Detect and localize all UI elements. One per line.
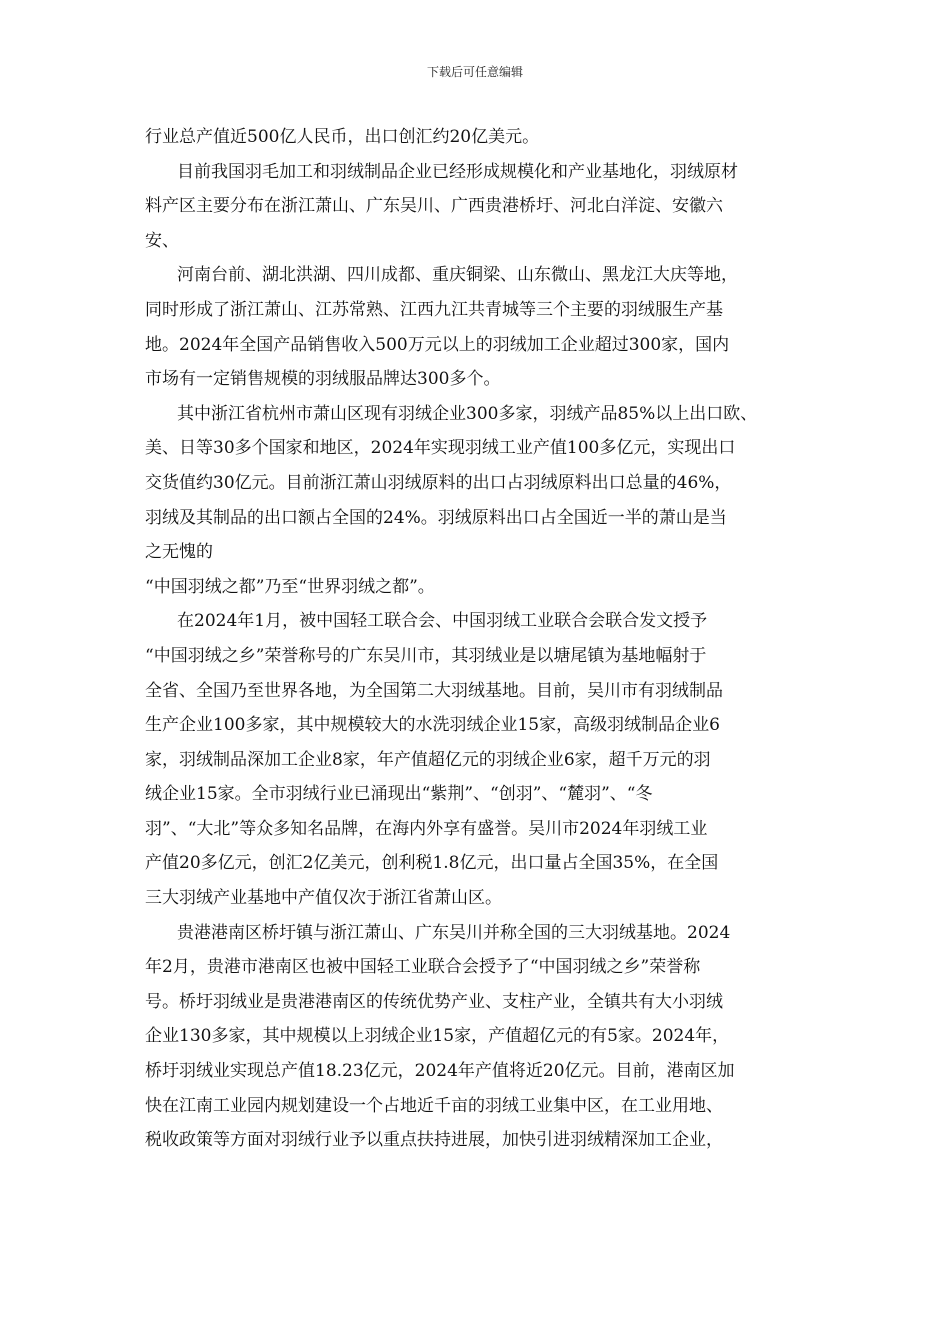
- text-line: 同时形成了浙江萧山、江苏常熟、江西九江共青城等三个主要的羽绒服生产基: [145, 299, 723, 320]
- text-line: 贵港港南区桥圩镇与浙江萧山、广东吴川并称全国的三大羽绒基地。2024: [177, 922, 731, 943]
- text-line: 产值20多亿元，创汇2亿美元，创利税1.8亿元，出口量占全国35%，在全国: [145, 853, 719, 874]
- text-line: 在2024年1月，被中国轻工联合会、中国羽绒工业联合会联合发文授予: [177, 611, 708, 632]
- text-line: 号。桥圩羽绒业是贵港港南区的传统优势产业、支柱产业，全镇共有大小羽绒: [145, 991, 723, 1012]
- page-header-note: 下载后可任意编辑: [426, 65, 523, 79]
- text-line: 地。2024年全国产品销售收入500万元以上的羽绒加工企业超过300家，国内: [145, 334, 730, 355]
- text-line: 绒企业15家。全市羽绒行业已涌现出“紫荆”、“创羽”、“麓羽”、“冬: [145, 784, 653, 805]
- text-line: 河南台前、湖北洪湖、四川成都、重庆铜梁、山东微山、黑龙江大庆等地，: [177, 265, 738, 286]
- text-line: “中国羽绒之乡”荣誉称号的广东吴川市，其羽绒业是以塘尾镇为基地幅射于: [145, 645, 707, 666]
- text-line: “中国羽绒之都”乃至“世界羽绒之都”。: [145, 576, 435, 597]
- text-line: 羽”、“大北”等众多知名品牌，在海内外享有盛誉。吴川市2024年羽绒工业: [145, 818, 708, 839]
- text-line: 税收政策等方面对羽绒行业予以重点扶持进展，加快引进羽绒精深加工企业，: [145, 1130, 723, 1151]
- text-line: 目前我国羽毛加工和羽绒制品企业已经形成规模化和产业基地化，羽绒原材: [177, 161, 738, 182]
- text-line: 其中浙江省杭州市萧山区现有羽绒企业300多家，羽绒产品85%以上出口欧、: [177, 403, 758, 424]
- text-line: 羽绒及其制品的出口额占全国的24%。羽绒原料出口占全国近一半的萧山是当: [145, 507, 727, 528]
- text-line: 全省、全国乃至世界各地，为全国第二大羽绒基地。目前，吴川市有羽绒制品: [145, 680, 723, 701]
- text-line: 市场有一定销售规模的羽绒服品牌达300多个。: [145, 369, 501, 390]
- text-line: 行业总产值近500亿人民币，出口创汇约20亿美元。: [145, 127, 540, 147]
- text-line: 家，羽绒制品深加工企业8家，年产值超亿元的羽绒企业6家，超千万元的羽: [145, 749, 711, 770]
- text-line: 料产区主要分布在浙江萧山、广东吴川、广西贵港桥圩、河北白洋淀、安徽六: [145, 196, 723, 217]
- text-line: 三大羽绒产业基地中产值仅次于浙江省萧山区。: [145, 888, 502, 909]
- document-body: [145, 120, 815, 1158]
- text-line: 生产企业100多家，其中规模较大的水洗羽绒企业15家，高级羽绒制品企业6: [145, 715, 720, 736]
- text-line: 安、: [145, 230, 179, 251]
- text-line: 之无愧的: [145, 542, 213, 563]
- text-line: 年2月，贵港市港南区也被中国轻工业联合会授予了“中国羽绒之乡”荣誉称: [145, 957, 701, 978]
- text-line: 企业130多家，其中规模以上羽绒企业15家，产值超亿元的有5家。2024年，: [145, 1026, 730, 1047]
- text-line: 快在江南工业园内规划建设一个占地近千亩的羽绒工业集中区，在工业用地、: [145, 1095, 723, 1116]
- text-line: 交货值约30亿元。目前浙江萧山羽绒原料的出口占羽绒原料出口总量的46%，: [145, 472, 732, 493]
- text-line: 美、日等30多个国家和地区，2024年实现羽绒工业产值100多亿元，实现出口: [145, 438, 736, 459]
- text-line: 桥圩羽绒业实现总产值18.23亿元，2024年产值将近20亿元。目前，港南区加: [145, 1061, 735, 1082]
